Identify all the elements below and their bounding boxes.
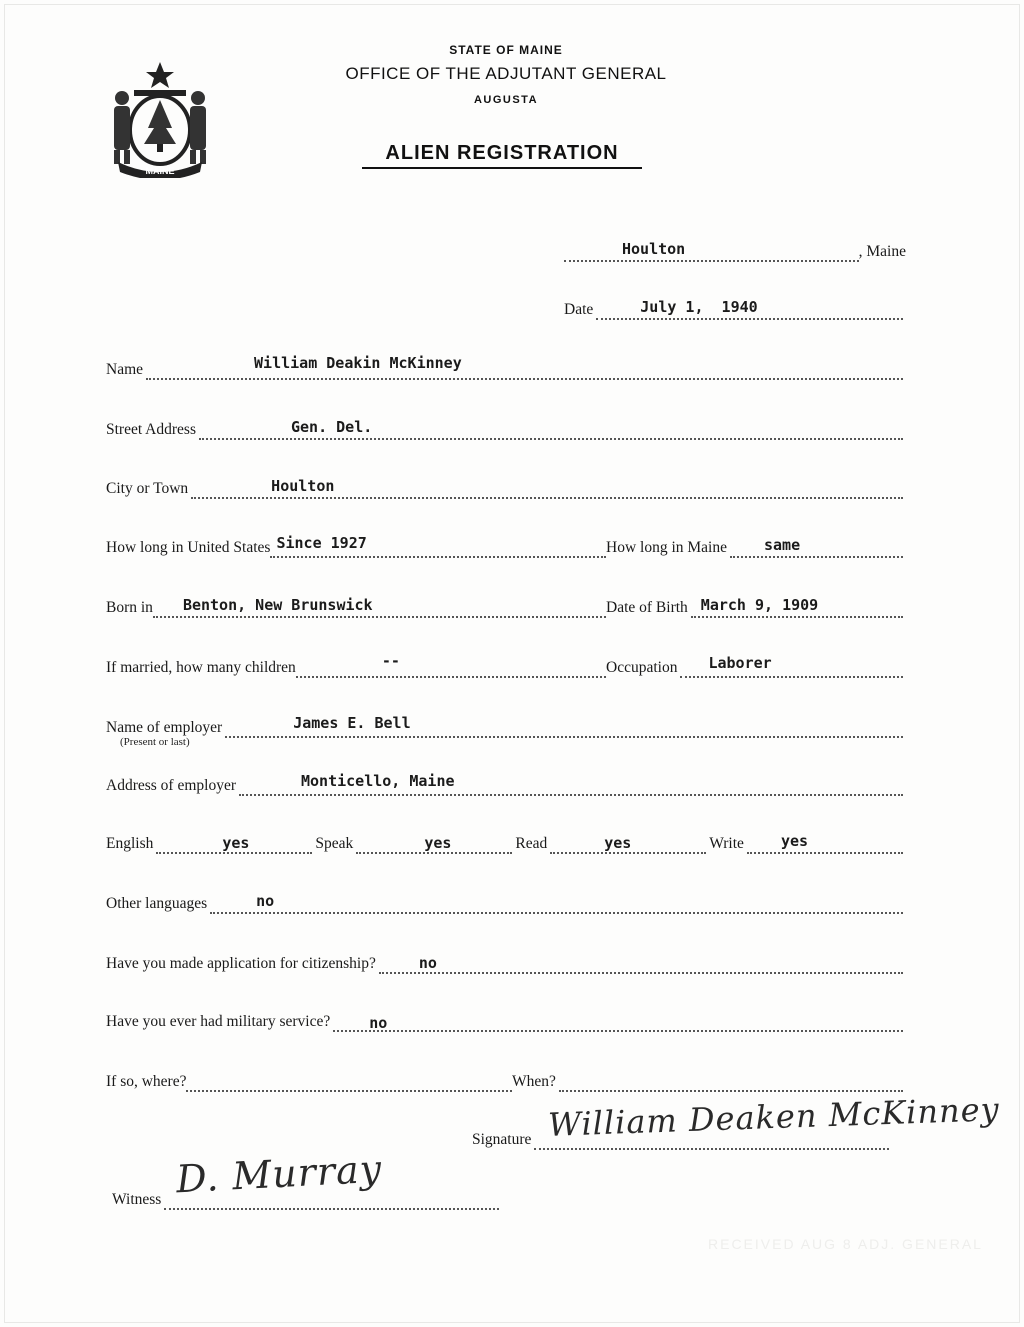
employer-sublabel: (Present or last) (120, 736, 190, 748)
us-duration-field[interactable] (270, 534, 606, 558)
born-label: Born in (106, 599, 153, 616)
us-duration-row (106, 536, 606, 558)
employer-address-row (106, 774, 906, 796)
header-city: AUGUSTA (473, 94, 539, 106)
military-value: no (369, 1014, 388, 1032)
us-duration-value: Since 1927 (276, 534, 367, 552)
city-label: City or Town (106, 480, 189, 497)
military-row (106, 1010, 906, 1032)
where-field[interactable] (186, 1068, 512, 1092)
name-field[interactable] (146, 356, 903, 380)
employer-row (106, 716, 906, 738)
employer-address-value: Monticello, Maine (301, 772, 455, 790)
dob-row (606, 596, 906, 618)
me-duration-value: same (763, 536, 801, 554)
page-title: ALIEN REGISTRATION (362, 142, 642, 169)
other-languages-row (106, 892, 906, 914)
received-stamp: RECEIVED AUG 8 ADJ. GENERAL (708, 1236, 983, 1252)
place-row (564, 240, 906, 262)
where-row (106, 1070, 512, 1092)
witness-label: Witness (112, 1191, 162, 1208)
born-row (106, 596, 606, 618)
citizenship-label: Have you made application for citizenship? (106, 955, 376, 972)
dob-field[interactable] (691, 594, 903, 618)
other-languages-field[interactable] (210, 890, 903, 914)
employer-address-label: Address of employer (106, 777, 236, 794)
city-row (106, 477, 906, 499)
read-label: Read (515, 835, 548, 852)
date-field[interactable] (596, 296, 903, 320)
speak-value: yes (424, 834, 452, 852)
header-state: STATE OF MAINE (449, 43, 563, 57)
occupation-field[interactable] (680, 654, 903, 678)
seal-text: MAINE (145, 166, 175, 176)
occupation-row (606, 656, 906, 678)
street-row (106, 418, 906, 440)
place-value: Houlton (622, 240, 686, 258)
date-row (564, 298, 906, 320)
me-duration-row (606, 536, 906, 558)
born-field[interactable] (153, 594, 606, 618)
city-field[interactable] (191, 475, 903, 499)
employer-label: Name of employer (106, 719, 223, 736)
military-field[interactable] (333, 1008, 903, 1032)
occupation-label: Occupation (606, 659, 678, 676)
children-field[interactable] (296, 654, 606, 678)
children-row (106, 652, 606, 678)
date-value: July 1, 1940 (640, 298, 758, 316)
children-value: -- (381, 652, 400, 670)
place-suffix: , Maine (858, 243, 906, 260)
born-value: Benton, New Brunswick (182, 596, 373, 614)
name-label: Name (106, 361, 144, 378)
when-label: When? (512, 1073, 556, 1090)
write-label: Write (709, 835, 744, 852)
write-field[interactable] (747, 830, 903, 854)
when-row (512, 1070, 906, 1092)
other-languages-value: no (256, 892, 275, 910)
occupation-value: Laborer (708, 654, 772, 672)
english-label: English (106, 835, 154, 852)
citizenship-value: no (418, 954, 437, 972)
employer-address-field[interactable] (239, 772, 903, 796)
signature-value: William Deaken McKinney (547, 1090, 1001, 1144)
where-label: If so, where? (106, 1073, 187, 1090)
military-label: Have you ever had military service? (106, 1013, 331, 1030)
english-field[interactable] (156, 830, 312, 854)
street-field[interactable] (199, 416, 903, 440)
speak-field[interactable] (356, 830, 512, 854)
city-value: Houlton (271, 477, 335, 495)
language-row (106, 832, 906, 854)
me-duration-field[interactable] (730, 534, 903, 558)
signature-label: Signature (472, 1131, 532, 1148)
witness-signature: D. Murray (174, 1146, 384, 1202)
name-row (106, 354, 906, 380)
children-label: If married, how many children (106, 659, 296, 676)
read-value: yes (604, 834, 632, 852)
street-value: Gen. Del. (290, 418, 373, 436)
dob-label: Date of Birth (606, 599, 688, 616)
read-field[interactable] (550, 830, 706, 854)
name-value: William Deakin McKinney (254, 354, 462, 372)
us-duration-label: How long in United States (106, 539, 271, 556)
street-label: Street Address (106, 421, 196, 438)
dob-value: March 9, 1909 (700, 596, 819, 614)
speak-label: Speak (315, 835, 354, 852)
employer-value: James E. Bell (293, 714, 411, 732)
employer-field[interactable] (225, 714, 903, 738)
me-duration-label: How long in Maine (606, 539, 727, 556)
write-value: yes (780, 832, 809, 850)
place-field[interactable] (564, 238, 859, 262)
other-languages-label: Other languages (106, 895, 208, 912)
header-office: OFFICE OF THE ADJUTANT GENERAL (345, 64, 667, 83)
english-value: yes (222, 834, 250, 852)
date-label: Date (564, 301, 594, 318)
citizenship-field[interactable] (379, 950, 903, 974)
when-field[interactable] (559, 1068, 903, 1092)
citizenship-row (106, 952, 906, 974)
